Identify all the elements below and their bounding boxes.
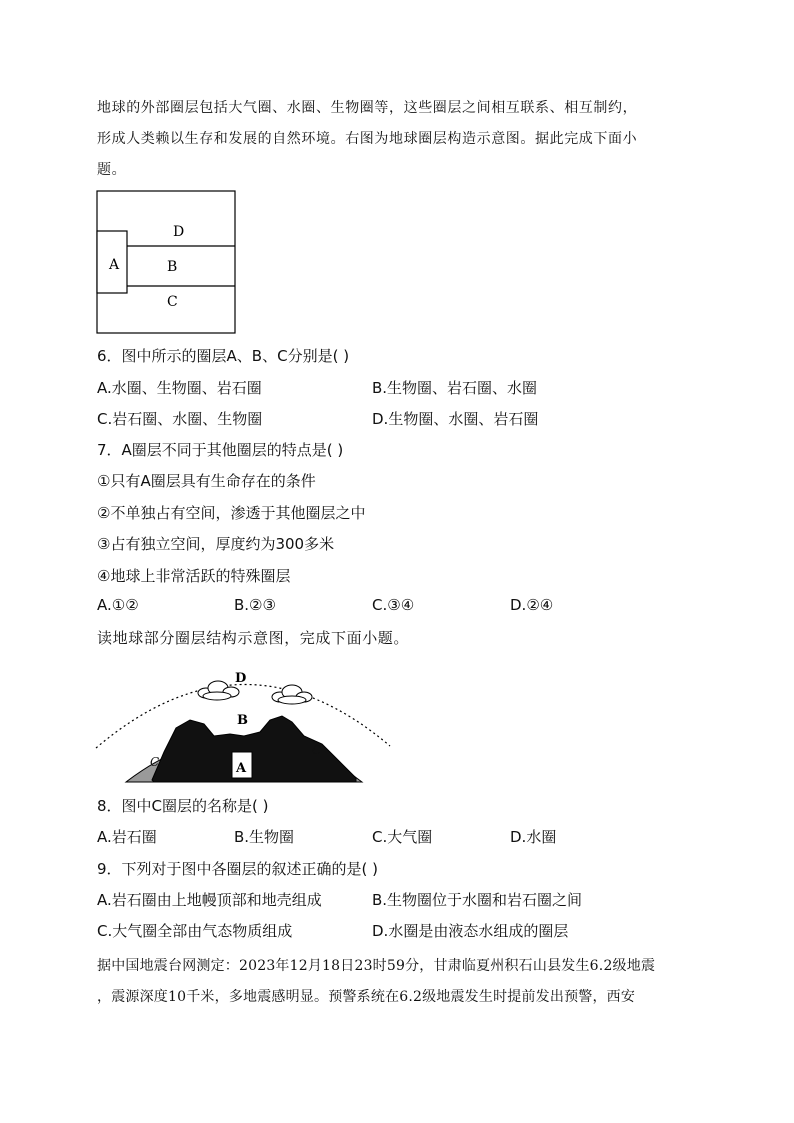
q7-stem: 7．A圈层不同于其他圈层的特点是( ) xyxy=(97,441,344,459)
intro-paragraph-2: 读地球部分圈层结构示意图，完成下面小题。 xyxy=(97,629,410,647)
q7-statement-3: ③占有独立空间，厚度约为300多米 xyxy=(97,535,335,553)
fig2-label-d: D xyxy=(235,671,247,686)
fig2-label-b: B xyxy=(237,713,248,728)
fig1-label-c: C xyxy=(167,294,178,310)
q8-stem: 8．图中C圈层的名称是( ) xyxy=(97,797,269,815)
intro-3-line-2: ，震源深度10千米，多地震感明显。预警系统在6.2级地震发生时提前发出预警，西安 xyxy=(97,989,636,1005)
q7-statement-1: ①只有A圈层具有生命存在的条件 xyxy=(97,472,316,490)
q7-option-c[interactable]: C.③④ xyxy=(372,596,415,614)
fig1-label-d: D xyxy=(173,224,185,240)
q9-option-b[interactable]: B.生物圈位于水圈和岩石圈之间 xyxy=(372,891,583,909)
intro-1-line-2: 形成人类赖以生存和发展的自然环境。右图为地球圈层构造示意图。据此完成下面小 xyxy=(97,131,638,147)
fig1-label-b: B xyxy=(167,259,178,275)
q8-option-c[interactable]: C.大气圈 xyxy=(372,828,433,846)
q7-option-a[interactable]: A.①② xyxy=(97,596,139,614)
intro-paragraph-3 xyxy=(97,951,697,1013)
sphere-structure-diagram xyxy=(96,190,238,336)
q7-option-d[interactable]: D.②④ xyxy=(510,596,554,614)
intro-3-line-1: 据中国地震台网测定：2023年12月18日23时59分，甘肃临夏州积石山县发生6.2级地震 xyxy=(97,958,656,974)
intro-1-line-1: 地球的外部圈层包括大气圈、水圈、生物圈等，这些圈层之间相互联系、相互制约， xyxy=(97,100,638,116)
q9-option-d[interactable]: D.水圈是由液态水组成的圈层 xyxy=(372,922,569,940)
q6-option-b[interactable]: B.生物圈、岩石圈、水圈 xyxy=(372,379,538,397)
fig2-label-c-right: C xyxy=(312,743,322,757)
q7-option-b[interactable]: B.②③ xyxy=(234,596,276,614)
q9-option-c[interactable]: C.大气圈全部由气态物质组成 xyxy=(97,922,293,940)
q6-option-a[interactable]: A.水圈、生物圈、岩石圈 xyxy=(97,379,262,397)
earth-spheres-diagram xyxy=(94,662,394,786)
intro-paragraph-1 xyxy=(97,93,697,186)
q8-option-d[interactable]: D.水圈 xyxy=(510,828,557,846)
fig2-label-a: A xyxy=(236,761,247,776)
q8-option-a[interactable]: A.岩石圈 xyxy=(97,828,157,846)
q6-stem: 6．图中所示的圈层A、B、C分别是( ) xyxy=(97,347,350,365)
q7-statement-2: ②不单独占有空间，渗透于其他圈层之中 xyxy=(97,504,366,522)
fig2-label-c-left: C xyxy=(150,755,160,769)
q7-statement-4: ④地球上非常活跃的特殊圈层 xyxy=(97,567,291,585)
q9-option-a[interactable]: A.岩石圈由上地幔顶部和地壳组成 xyxy=(97,891,322,909)
q9-stem: 9．下列对于图中各圈层的叙述正确的是( ) xyxy=(97,860,379,878)
q8-option-b[interactable]: B.生物圈 xyxy=(234,828,295,846)
q6-option-c[interactable]: C.岩石圈、水圈、生物圈 xyxy=(97,410,263,428)
intro-1-line-3: 题。 xyxy=(97,162,127,178)
q6-option-d[interactable]: D.生物圈、水圈、岩石圈 xyxy=(372,410,539,428)
fig1-label-a: A xyxy=(109,257,120,273)
